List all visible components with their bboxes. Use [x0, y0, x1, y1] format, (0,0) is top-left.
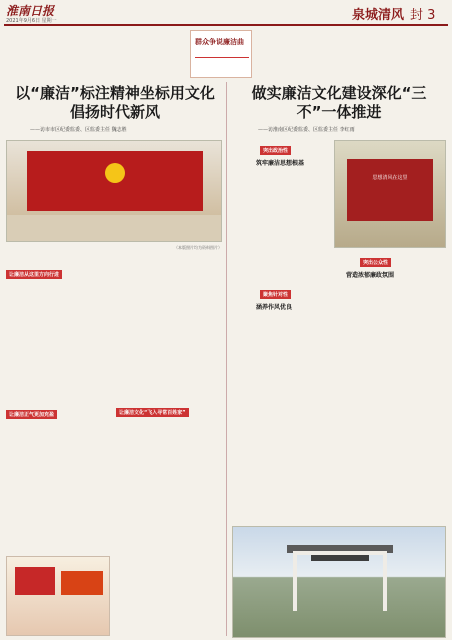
main-photo [6, 140, 222, 242]
banner-title: 群众争说廉洁曲 [195, 37, 244, 46]
left-column-text-3 [6, 422, 110, 550]
right-column-text-3 [336, 280, 446, 522]
dateline: 2021年9月6日 星期一 [6, 18, 57, 24]
right-subhead-1: 突出政治性 [260, 146, 291, 155]
intro-text-right [256, 30, 446, 78]
left-subhead-2: 让廉洁正气更加充盈 [6, 410, 57, 419]
red-sign [15, 567, 55, 595]
right-column-text-1 [232, 168, 330, 280]
page-header [0, 0, 452, 26]
column-divider [226, 82, 227, 636]
board-text: 思想清风在这里 [372, 175, 408, 181]
right-article-byline: ——访淮南区纪委监委、区监委主任 李红雨 [258, 127, 355, 133]
banner [190, 30, 252, 78]
red-sign [61, 571, 103, 595]
intro-text-left [6, 30, 188, 78]
left-article-headline: 以“廉洁”标注精神坐标用文化倡扬时代新风 [15, 84, 215, 121]
left-article-byline: ——访市市区纪委监委、区监委主任 魏志胜 [30, 127, 127, 133]
left-subhead-3: 让廉洁文化“飞入寻常百姓家” [116, 408, 189, 417]
left-subhead-1: 让廉洁从这里方向行进 [6, 270, 62, 279]
header-rule [4, 24, 448, 26]
left-column-text-4 [116, 420, 222, 634]
gate-plaque [311, 555, 369, 561]
right-article-headline: 做实廉洁文化建设深化“三不”一体推进 [251, 84, 427, 121]
display-board [347, 159, 433, 221]
left-column-text-2 [116, 250, 222, 370]
memorial-gate-photo [232, 526, 446, 638]
floor [7, 215, 222, 242]
right-subhead-3: 突出公众性 [360, 258, 391, 267]
masthead: 淮南日报 [6, 4, 55, 18]
right-subhead-title-3: 营造浓郁廉政氛围 [346, 272, 395, 279]
exhibit-photo [6, 556, 110, 636]
emblem-icon [105, 163, 125, 183]
right-subhead-title-1: 筑牢廉洁思想根基 [256, 160, 305, 167]
photo-caption: （本版照片均为资料图片） [174, 245, 222, 250]
banner-line [195, 57, 249, 73]
right-column-text-2 [232, 312, 330, 522]
left-column-text-1 [6, 282, 110, 372]
right-subhead-title-2: 涵养作风优良 [256, 304, 293, 311]
page-number: 封 3 [410, 8, 436, 23]
exhibit-board-photo [334, 140, 446, 248]
right-subhead-2: 聚焦针对性 [260, 290, 291, 299]
section-name: 泉城清风 [352, 8, 405, 23]
